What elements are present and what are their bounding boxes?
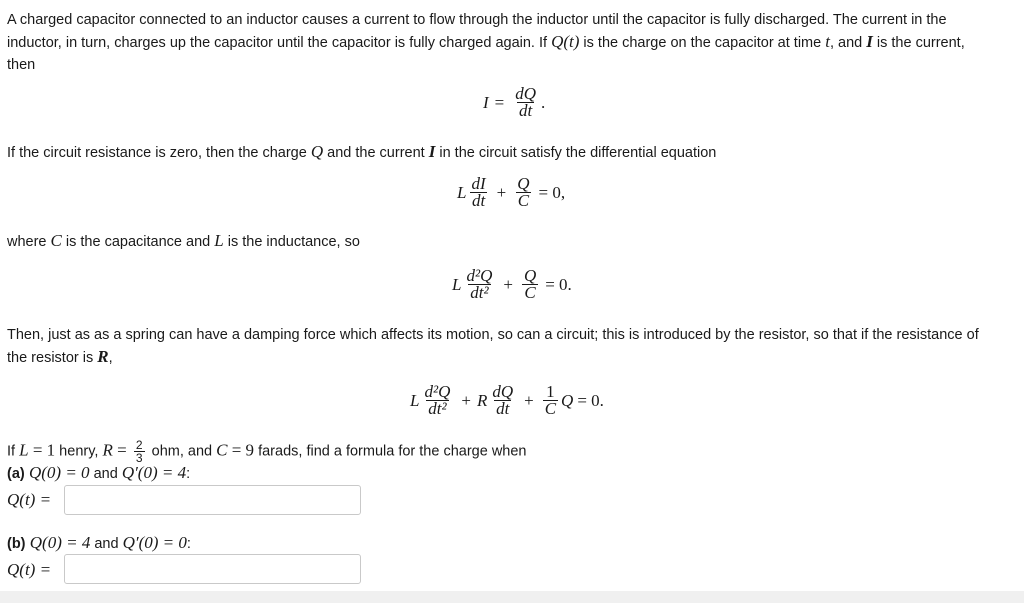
part-b-conditions: (b) Q(0) = 4 and Q′(0) = 0:: [7, 533, 191, 552]
paragraph-capacitance: where C is the capacitance and L is the inductance, so: [7, 231, 360, 250]
intro-paragraph: [7, 9, 965, 76]
paragraph-zero-resistance: If the circuit resistance is zero, then the charge Q and the current I in the circuit satisfy the differential equation: [7, 142, 717, 161]
intro-line-3: then: [7, 57, 36, 73]
var-t: t: [825, 32, 830, 51]
equation-lc-first-order: L $\frac{dI}{dt}$ + $\frac{Q}{C}$ = 0,: [457, 174, 566, 210]
var-Qt: Q(t): [551, 32, 580, 51]
part-a-conditions: (a) Q(0) = 0 and Q′(0) = 4:: [7, 463, 191, 482]
paragraph-damping: Then, just as as a spring can have a damping force which affects its motion, so can a circuit; this is introduced by the resistor, so that if the resistance of the resistor is R,: [7, 327, 979, 366]
page-bottom-band: [0, 591, 1024, 603]
part-a-answer-label: Q(t) =: [7, 490, 52, 509]
equation-rlc: L $\frac{\text{d²Q}}{\text{dt²}}$ + R $\frac{dQ}{dt}$ + $\frac{1}{C}$ Q = 0.: [410, 382, 604, 418]
equation-lc-second-order: L $\frac{\text{d²Q}}{\text{dt²}}$ + $\frac{Q}{C}$ = 0.: [452, 266, 572, 302]
fraction-dq-dt: $\frac{dQ}{dt}$: [515, 84, 537, 120]
var-I: I: [866, 32, 873, 51]
equation-current: I = $\frac{dQ}{dt}$ .: [483, 84, 546, 120]
part-b-answer-input[interactable]: [64, 554, 361, 584]
part-a-answer-input[interactable]: [64, 485, 361, 515]
given-values: If L = 1 henry, R = $\frac{2}{3}$ ohm, and C = 9 farads, find a formula for the charge when: [7, 438, 527, 465]
part-b-answer-label: Q(t) =: [7, 560, 52, 579]
intro-line-2: inductor, in turn, charges up the capacitor until the capacitor is fully charged again. If Q(t) is the charge on the capacitor at time t, and I is the current,: [7, 32, 965, 51]
intro-line-1: A charged capacitor connected to an inductor causes a current to flow through the inductor until the capacitor is fully discharged. The current in the: [7, 12, 947, 28]
